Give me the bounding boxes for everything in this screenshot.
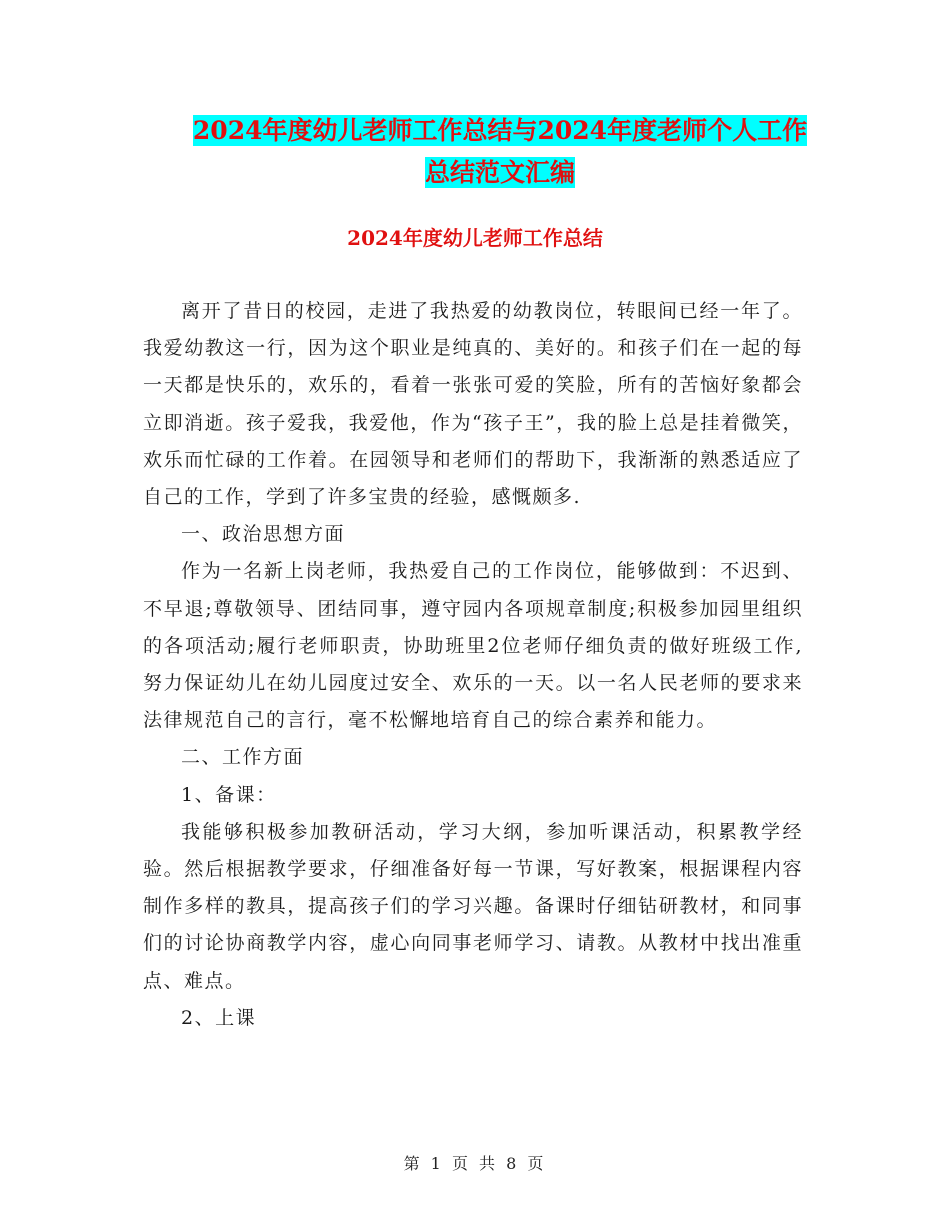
document-body bbox=[143, 293, 803, 1037]
paragraph-lesson-prep: 我能够积极参加教研活动，学习大纲，参加听课活动，积累教学经验。然后根据教学要求，仔细准备好每一节课，写好教案，根据课程内容制作多样的教具，提高孩子们的学习兴趣。备课时仔细钻研教材，和同事们的讨论协商教学内容，虚心向同事老师学习、请教。从教材中找出准重点、难点。 bbox=[143, 820, 803, 992]
subheading-lesson-prep: 1、备课： bbox=[181, 783, 277, 806]
page-footer: 第 1 页 共 8 页 bbox=[403, 1154, 547, 1173]
subheading-teaching: 2、上课 bbox=[181, 1006, 257, 1029]
document-title-line1: 2024年度幼儿老师工作总结与2024年度老师个人工作 bbox=[192, 116, 808, 145]
document-title-line2: 总结范文汇编 bbox=[424, 158, 575, 187]
heading-work: 二、工作方面 bbox=[181, 746, 305, 769]
document-title bbox=[130, 110, 870, 194]
paragraph-political: 作为一名新上岗老师，我热爱自己的工作岗位，能够做到：不迟到、不早退;尊敬领导、团结同事，遵守园内各项规章制度;积极参加园里组织的各项活动;履行老师职责，协助班里2位老师仔细负责的做好班级工作,努力保证幼儿在幼儿园度过安全、欢乐的一天。以一名人民老师的要求来法律规范自己的言行，毫不松懈地培育自己的综合素养和能力。 bbox=[143, 560, 803, 732]
paragraph-intro: 离开了昔日的校园，走进了我热爱的幼教岗位，转眼间已经一年了。我爱幼教这一行，因为这个职业是纯真的、美好的。和孩子们在一起的每一天都是快乐的，欢乐的，看着一张张可爱的笑脸，所有的苦恼好象都会立即消逝。孩子爱我，我爱他，作为“孩子王”，我的脸上总是挂着微笑，欢乐而忙碌的工作着。在园领导和老师们的帮助下，我渐渐的熟悉适应了自己的工作，学到了许多宝贵的经验，感慨颇多. bbox=[143, 300, 803, 509]
heading-political: 一、政治思想方面 bbox=[181, 523, 346, 546]
section-title: 2024年度幼儿老师工作总结 bbox=[347, 226, 603, 250]
